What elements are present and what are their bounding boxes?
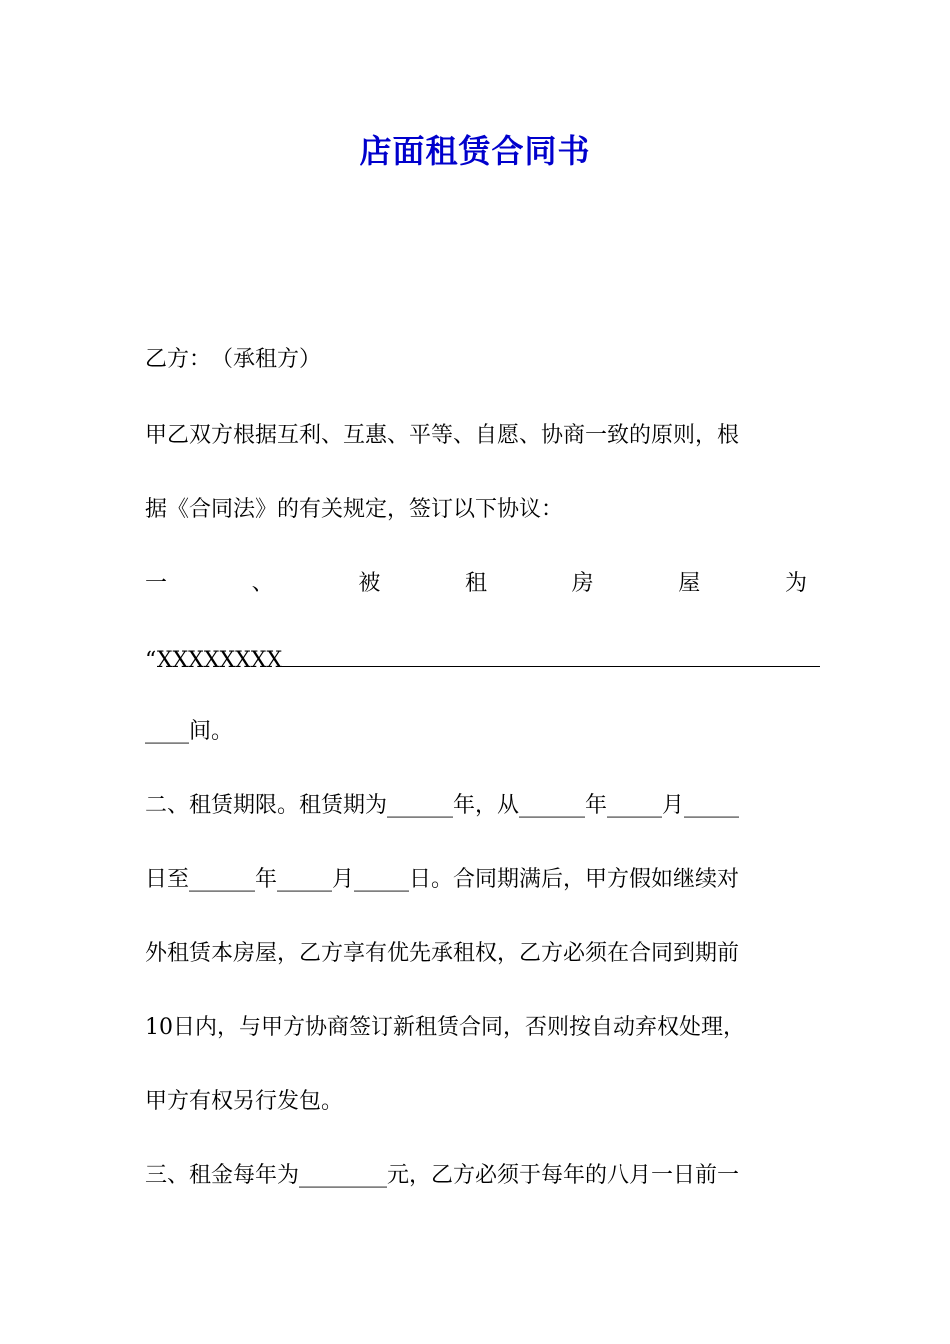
clause-1-word: 租 (464, 571, 487, 596)
clause-1-line-2 (145, 642, 807, 677)
clause-1-line-3: ____间。 (145, 719, 234, 744)
clause-1-word: 一 (145, 571, 168, 596)
intro-line-2: 据《合同法》的有关规定，签订以下协议： (145, 497, 564, 522)
clause-1-word: 被 (358, 571, 381, 596)
address-blank (282, 642, 820, 667)
clause-1-word: 房 (571, 571, 594, 596)
clause-2-line-1: 二、租赁期限。租赁期为______年，从______年_____月_____ (145, 793, 740, 818)
document-title: 店面租赁合同书 (359, 132, 591, 170)
clause-2-line-4: 10日内，与甲方协商签订新租赁合同，否则按自动弃权处理， (145, 1015, 745, 1040)
party-b-line: 乙方： （承租方） (145, 347, 322, 372)
intro-line-1: 甲乙双方根据互利、互惠、平等、自愿、协商一致的原则，根 (145, 423, 740, 448)
clause-1-word: 、 (251, 571, 274, 596)
address-placeholder: “XXXXXXXX (145, 648, 283, 673)
clause-3-line-1: 三、租金每年为________元，乙方必须于每年的八月一日前一 (145, 1163, 740, 1188)
clause-1-word: 为 (784, 571, 807, 596)
clause-2-line-3: 外租赁本房屋，乙方享有优先承租权，乙方必须在合同到期前 (145, 941, 740, 966)
clause-1-word: 屋 (678, 571, 701, 596)
clause-2-line-5: 甲方有权另行发包。 (145, 1089, 344, 1114)
clause-1-line-1 (145, 568, 807, 600)
clause-2-line-2: 日至______年_____月_____日。合同期满后，甲方假如继续对 (145, 867, 740, 892)
